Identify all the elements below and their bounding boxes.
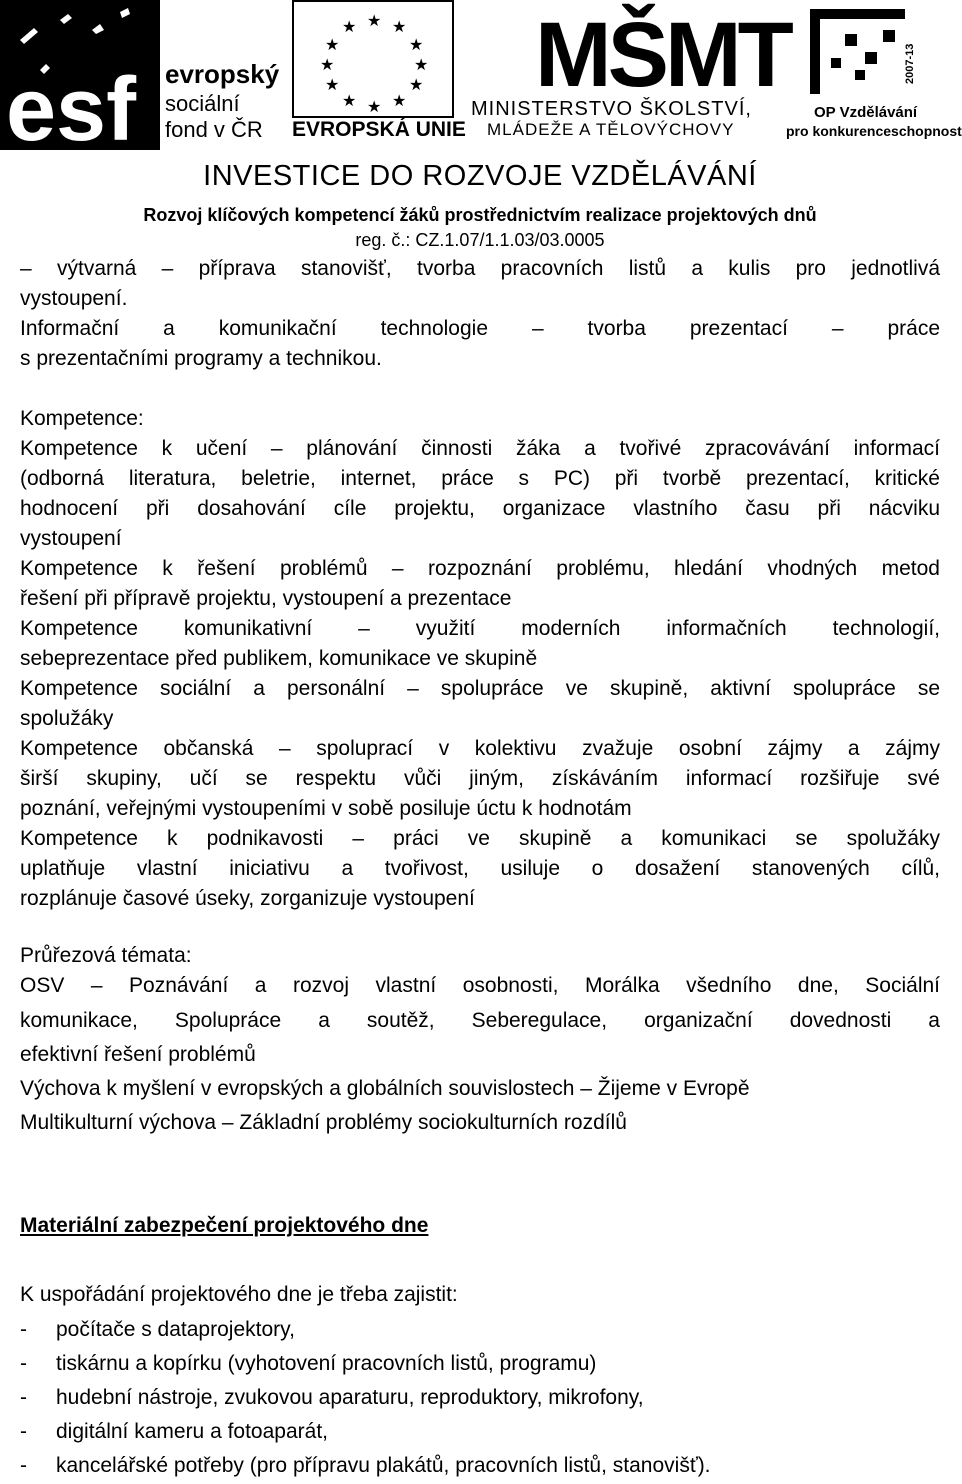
esf-line3: fond v ČR (165, 117, 263, 142)
competence-line: Kompetence k podnikavosti – práci ve skupině a komunikaci se spolužáky (20, 827, 940, 850)
theme-line: komunikace, Spolupráce a soutěž, Seberegulace, organizační dovednosti a (20, 1009, 940, 1032)
material-heading: Materiální zabezpečení projektového dne (20, 1214, 429, 1237)
svg-text:★: ★ (342, 17, 357, 36)
svg-text:★: ★ (367, 97, 382, 116)
list-dash: - (20, 1454, 27, 1477)
msmt-line1: MINISTERSTVO ŠKOLSTVÍ, (471, 98, 752, 120)
registration-number: reg. č.: CZ.1.07/1.1.03/03.0005 (355, 230, 605, 250)
theme-line: Multikulturní výchova – Základní problémy sociokulturních rozdílů (20, 1111, 627, 1134)
competence-line: Kompetence sociální a personální – spolupráce ve skupině, aktivní spolupráce se (20, 677, 940, 700)
competence-line: Kompetence k řešení problémů – rozpoznání problému, hledání vhodných metod (20, 557, 940, 580)
svg-text:★: ★ (392, 91, 407, 110)
list-item-text: hudební nástroje, zvukovou aparaturu, reproduktory, mikrofony, (56, 1386, 644, 1409)
list-item (20, 1383, 644, 1413)
list-item (20, 1349, 596, 1379)
material-intro: K uspořádání projektového dne je třeba zajistit: (20, 1283, 458, 1306)
logo-strip (0, 0, 960, 160)
op-years: 2007-13 (904, 43, 916, 84)
themes-title: Průřezová témata: (20, 944, 192, 967)
op-mark (795, 4, 945, 104)
list-item-text: kancelářské potřeby (pro přípravu plakátů, pracovních listů, stanovišť). (56, 1454, 711, 1477)
svg-text:★: ★ (409, 35, 424, 54)
body-line-2: vystoupení. (20, 287, 128, 310)
competence-line: poznání, veřejnými vystoupeními v sobě posiluje úctu k hodnotám (20, 797, 632, 820)
eu-caption: EVROPSKÁ UNIE (292, 118, 466, 141)
eu-flag (292, 0, 454, 118)
esf-line2: sociální (165, 91, 240, 116)
competence-line: (odborná literatura, beletrie, internet, práce s PC) při tvorbě prezentací, kritické (20, 467, 940, 490)
svg-text:MŠMT: MŠMT (535, 4, 790, 106)
msmt-line2: MLÁDEŽE A TĚLOVÝCHOVY (487, 120, 735, 139)
esf-mark (0, 0, 160, 160)
list-item (20, 1315, 295, 1345)
svg-text:esf: esf (6, 60, 137, 160)
eu-logo (292, 0, 466, 150)
list-item-text: počítače s dataprojektory, (56, 1318, 295, 1341)
svg-text:★: ★ (367, 11, 382, 30)
list-item (20, 1417, 328, 1447)
competence-line: Kompetence komunikativní – využití moderních informačních technologií, (20, 617, 940, 640)
banner-title: INVESTICE DO ROZVOJE VZDĚLÁVÁNÍ (203, 160, 757, 192)
theme-line: Výchova k myšlení v evropských a globálních souvislostech – Žijeme v Evropě (20, 1077, 750, 1100)
svg-text:★: ★ (409, 75, 424, 94)
svg-text:★: ★ (320, 55, 335, 74)
svg-text:★: ★ (392, 17, 407, 36)
svg-text:★: ★ (414, 55, 429, 74)
competence-line: spolužáky (20, 707, 114, 730)
project-title: Rozvoj klíčových kompetencí žáků prostřednictvím realizace projektových dnů (143, 205, 817, 225)
esf-line1: evropský (165, 59, 280, 89)
competence-line: širší skupiny, učí se respektu vůči jiným, získáváním informací rozšiřuje své (20, 767, 940, 790)
list-dash: - (20, 1386, 27, 1409)
theme-line: OSV – Poznávání a rozvoj vlastní osobnosti, Morálka všedního dne, Sociální (20, 974, 940, 997)
competence-line: řešení při přípravě projektu, vystoupení a prezentace (20, 587, 512, 610)
body-line-1: – výtvarná – příprava stanovišť, tvorba pracovních listů a kulis pro jednotlivá (20, 257, 940, 280)
list-dash: - (20, 1318, 27, 1341)
op-logo (780, 0, 960, 150)
list-item (20, 1451, 711, 1481)
body-line-4: s prezentačními programy a technikou. (20, 347, 382, 370)
competences-title: Kompetence: (20, 407, 144, 430)
list-item-text: tiskárnu a kopírku (vyhotovení pracovních listů, programu) (56, 1352, 597, 1375)
list-item-text: digitální kameru a fotoaparát, (56, 1420, 328, 1443)
list-dash: - (20, 1352, 27, 1375)
body-line-3: Informační a komunikační technologie – tvorba prezentací – práce (20, 317, 940, 340)
competence-line: hodnocení při dosahování cíle projektu, organizace vlastního času při nácviku (20, 497, 940, 520)
competence-line: Kompetence občanská – spoluprací v kolektivu zvažuje osobní zájmy a zájmy (20, 737, 940, 760)
competence-line: rozplánuje časové úseky, zorganizuje vystoupení (20, 887, 475, 910)
op-line1: OP Vzdělávání (814, 104, 918, 121)
competence-line: Kompetence k učení – plánování činnosti žáka a tvořivé zpracovávání informací (20, 437, 940, 460)
list-dash: - (20, 1420, 27, 1443)
svg-text:★: ★ (342, 91, 357, 110)
theme-line: efektivní řešení problémů (20, 1043, 256, 1066)
competence-line: uplatňuje vlastní iniciativu a tvořivost, usiluje o dosažení stanovených cílů, (20, 857, 940, 880)
svg-text:★: ★ (325, 35, 340, 54)
msmt-logo (465, 0, 790, 150)
op-line2: pro konkurenceschopnost (786, 123, 962, 139)
competence-line: sebeprezentace před publikem, komunikace ve skupině (20, 647, 538, 670)
esf-logo (0, 0, 280, 160)
svg-text:★: ★ (325, 75, 340, 94)
competence-line: vystoupení (20, 527, 122, 550)
msmt-mark (535, 4, 790, 106)
